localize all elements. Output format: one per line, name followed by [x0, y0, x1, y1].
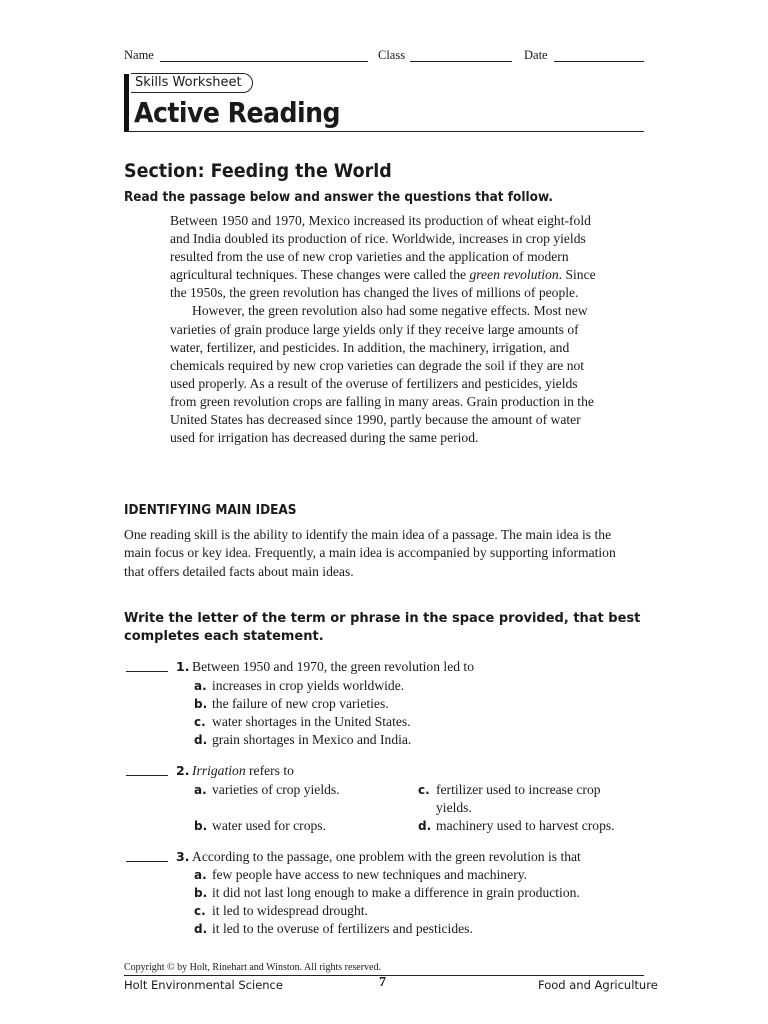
- option-letter: d.: [194, 922, 208, 936]
- option-a: [194, 677, 404, 695]
- option-letter: d.: [194, 733, 208, 747]
- option-letter: a.: [194, 783, 207, 797]
- title-bar-accent: [124, 74, 129, 132]
- question-stem: Between 1950 and 1970, the green revolution led to: [192, 659, 474, 674]
- name-field[interactable]: [160, 61, 368, 62]
- passage-text: . Since the 1950s, the green revolution has changed the lives of millions of people.: [170, 267, 596, 301]
- passage-text: Between 1950 and 1970, Mexico increased its production of wheat eight-fold and India doubled its production of rice. Worldwide, increases in crop yields resulted from the use of new crop varieties and the application of modern agricultural techniques. These changes were called the: [170, 213, 591, 283]
- main-ideas-intro: One reading skill is the ability to identify the main idea of a passage. The main idea is the main focus or key idea. Frequently, a main idea is accompanied by supporting information that offers detailed facts about main ideas.: [124, 527, 616, 579]
- question-stem-text: refers to: [245, 763, 294, 778]
- option-a: [194, 781, 340, 799]
- title-divider: [124, 131, 644, 132]
- option-a: [194, 866, 527, 884]
- page-title: Active Reading: [134, 96, 341, 129]
- option-letter: b.: [194, 819, 208, 833]
- option-text: it led to widespread drought.: [212, 903, 368, 918]
- question-term: Irrigation: [192, 763, 246, 778]
- option-text: it led to the overuse of fertilizers and pesticides.: [212, 921, 473, 936]
- passage-paragraph-1: [170, 212, 600, 302]
- option-d: [194, 731, 411, 749]
- option-c: [194, 713, 411, 731]
- option-text: increases in crop yields worldwide.: [212, 678, 405, 693]
- date-field[interactable]: [554, 61, 644, 62]
- question-instructions: Write the letter of the term or phrase in the space provided, that best completes each statement.: [124, 611, 641, 644]
- question-number: 1.: [176, 659, 190, 674]
- option-text: grain shortages in Mexico and India.: [212, 732, 412, 747]
- option-text: fertilizer used to increase crop: [436, 782, 601, 797]
- reading-passage: [170, 212, 600, 447]
- footer-chapter-title: Food and Agriculture: [538, 978, 658, 992]
- option-letter: a.: [194, 679, 207, 693]
- copyright-notice: Copyright © by Holt, Rinehart and Winston. All rights reserved.: [124, 962, 381, 973]
- name-label: Name: [124, 48, 154, 62]
- question-number: 3.: [176, 849, 190, 864]
- answer-blank-3[interactable]: [126, 861, 168, 862]
- option-b: [194, 817, 326, 835]
- option-b: [194, 884, 580, 902]
- option-letter: b.: [194, 697, 208, 711]
- answer-blank-2[interactable]: [126, 775, 168, 776]
- header-fields: [124, 46, 644, 66]
- option-letter: a.: [194, 868, 207, 882]
- option-letter: b.: [194, 886, 208, 900]
- option-letter: c.: [194, 715, 206, 729]
- option-text: water used for crops.: [212, 818, 326, 833]
- question-stem: According to the passage, one problem with the green revolution is that: [192, 849, 581, 864]
- option-text: it did not last long enough to make a difference in grain production.: [212, 885, 580, 900]
- main-ideas-heading: IDENTIFYING MAIN IDEAS: [124, 503, 297, 518]
- answer-blank-1[interactable]: [126, 671, 168, 672]
- class-field[interactable]: [410, 61, 512, 62]
- section-title: Section: Feeding the World: [124, 160, 392, 182]
- option-text-continued: yields.: [436, 800, 472, 815]
- option-letter: c.: [418, 783, 430, 797]
- option-c: [194, 902, 368, 920]
- passage-paragraph-2: However, the green revolution also had some negative effects. Most new varieties of grain produce large yields only if they receive large amounts of water, fertilizer, and pesticides. In addition, the machinery, irrigation, and chemicals required by new crop varieties can degrade the soil if they are not used properly. As a result of the overuse of fertilizers and pesticides, yields from green revolution crops are falling in many areas. Grain production in the United States has decreased since 1990, partly because the amount of water used for irrigation has decreased during the same period.: [170, 303, 594, 446]
- footer-book-title: Holt Environmental Science: [124, 978, 283, 992]
- option-d: [194, 920, 473, 938]
- option-letter: d.: [418, 819, 432, 833]
- option-text: the failure of new crop varieties.: [212, 696, 389, 711]
- option-text: varieties of crop yields.: [212, 782, 340, 797]
- option-b: [194, 695, 389, 713]
- passage-term: green revolution: [469, 267, 559, 283]
- option-text: few people have access to new techniques and machinery.: [212, 867, 528, 882]
- option-text: water shortages in the United States.: [212, 714, 411, 729]
- date-label: Date: [524, 48, 548, 62]
- skills-worksheet-badge: Skills Worksheet: [131, 73, 253, 93]
- page-number: 7: [379, 975, 386, 990]
- option-c: [418, 781, 601, 815]
- option-d: [418, 817, 615, 835]
- passage-instructions: Read the passage below and answer the questions that follow.: [124, 190, 553, 205]
- question-stem: [192, 762, 294, 780]
- question-number: 2.: [176, 763, 190, 778]
- option-letter: c.: [194, 904, 206, 918]
- class-label: Class: [378, 48, 406, 62]
- option-text: machinery used to harvest crops.: [436, 818, 615, 833]
